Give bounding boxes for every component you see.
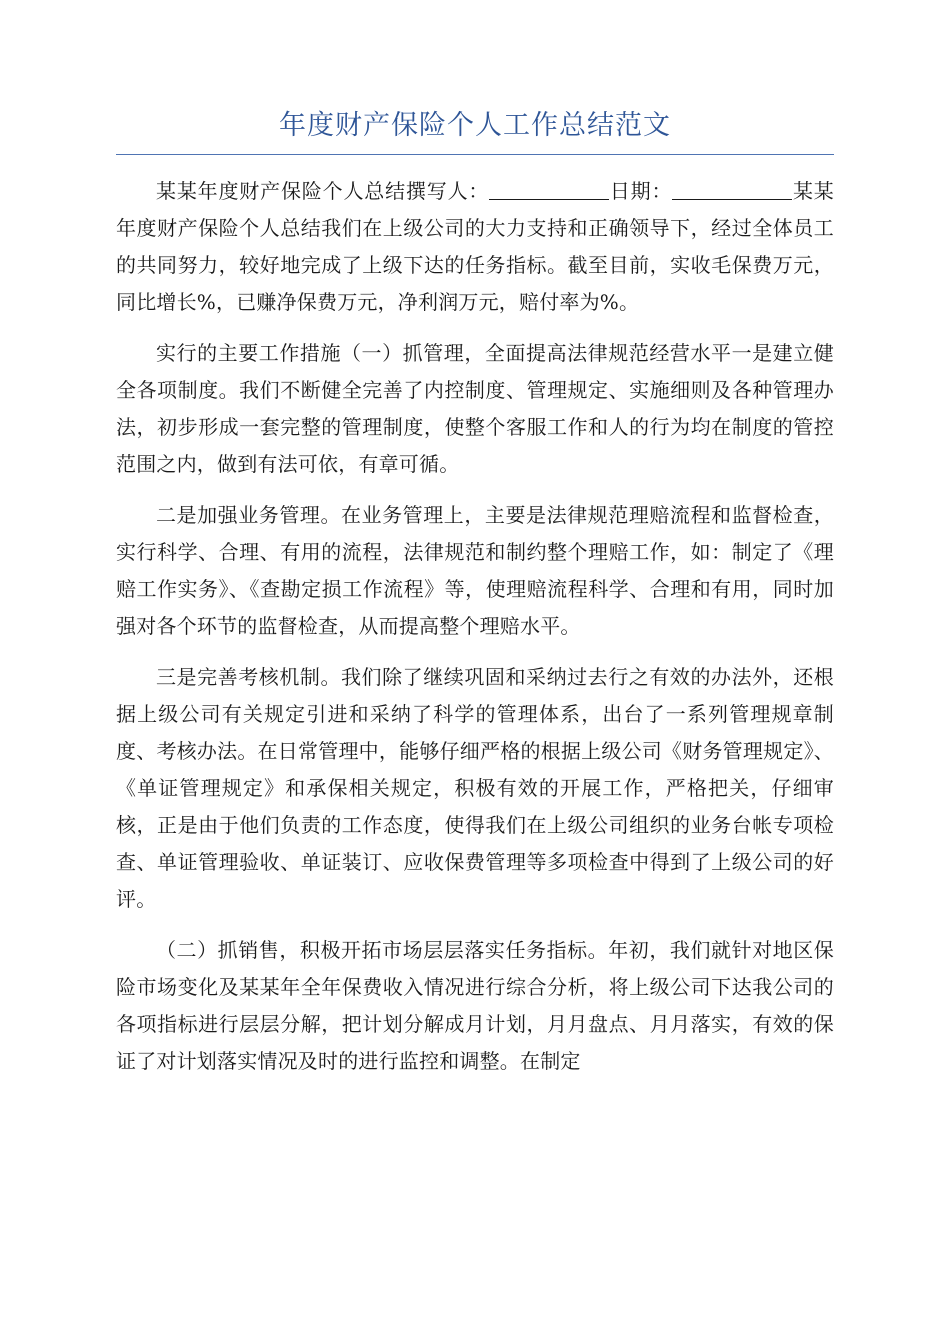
author-blank: [489, 179, 609, 200]
date-blank: [672, 179, 792, 200]
date-label: 日期：: [609, 179, 673, 203]
author-label: 某某年度财产保险个人总结撰写人：: [156, 179, 490, 203]
title-underline: [116, 154, 834, 155]
paragraph: 三是完善考核机制。我们除了继续巩固和采纳过去行之有效的办法外，还根据上级公司有关规定引进和采纳了科学的管理体系，出台了一系列管理规章制度、考核办法。在日常管理中，能够仔细严格的根据上级公司《财务管理规定》、《单证管理规定》和承保相关规定，积极有效的开展工作，严格把关，仔细审核，正是由于他们负责的工作态度，使得我们在上级公司组织的业务台帐专项检查、单证管理验收、单证装订、应收保费管理等多项检查中得到了上级公司的好评。: [116, 665, 834, 911]
paragraph: （二）抓销售，积极开拓市场层层落实任务指标。年初，我们就针对地区保险市场变化及某某年全年保费收入情况进行综合分析，将上级公司下达我公司的各项指标进行层层分解，把计划分解成月计划，月月盘点、月月落实，有效的保证了对计划落实情况及时的进行监控和调整。在制定: [116, 938, 834, 1073]
paragraph-text: 某某年度财产保险个人总结我们在上级公司的大力支持和正确领导下，经过全体员工的共同努力，较好地完成了上级下达的任务指标。截至目前，实收毛保费万元，同比增长%，已赚净保费万元，净利润万元，赔付率为%。: [116, 179, 834, 314]
paragraph: 二是加强业务管理。在业务管理上，主要是法律规范理赔流程和监督检查，实行科学、合理、有用的流程，法律规范和制约整个理赔工作，如：制定了《理赔工作实务》、《查勘定损工作流程》等，使理赔流程科学、合理和有用，同时加强对各个环节的监督检查，从而提高整个理赔水平。: [116, 503, 834, 638]
paragraph-intro: [116, 173, 834, 321]
document-body: [116, 173, 834, 1080]
document-page: [116, 100, 834, 1094]
paragraph: 实行的主要工作措施（一）抓管理，全面提高法律规范经营水平一是建立健全各项制度。我们不断健全完善了内控制度、管理规定、实施细则及各种管理办法，初步形成一套完整的管理制度，使整个客服工作和人的行为均在制度的管控范围之内，做到有法可依，有章可循。: [116, 341, 834, 476]
document-title: 年度财产保险个人工作总结范文: [279, 110, 671, 141]
